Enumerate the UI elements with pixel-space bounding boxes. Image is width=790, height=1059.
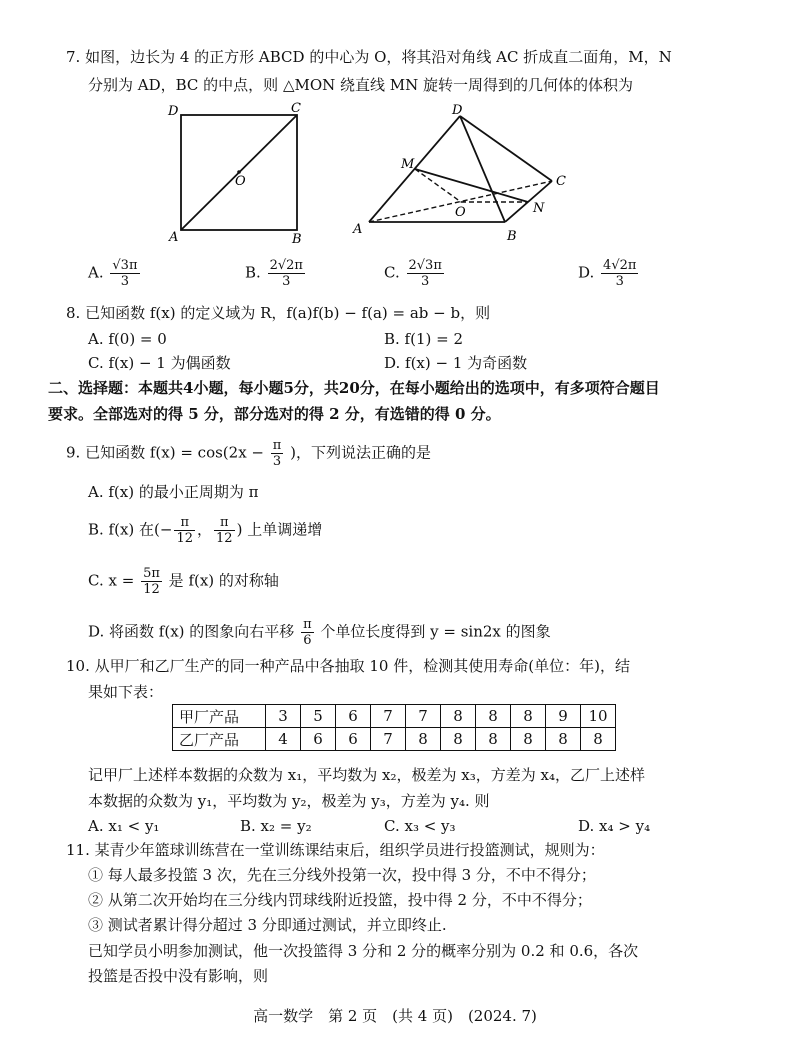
q10-option-c[interactable]: C. x₃ < y₃ <box>384 817 456 835</box>
q7-option-c-frac <box>407 258 444 289</box>
table-cell: 8 <box>441 728 476 751</box>
q11-stem-line5: 已知学员小明参加测试，他一次投篮得 3 分和 2 分的概率分别为 0.2 和 0.6，各次 <box>88 942 639 960</box>
q7-option-b-den: 3 <box>282 274 291 289</box>
table-cell: 8 <box>476 705 511 728</box>
q9-option-d-num: π <box>303 617 312 632</box>
table-cell: 8 <box>546 728 581 751</box>
fig2-label-M: M <box>401 157 415 172</box>
q9-stem <box>66 438 431 469</box>
q9-option-c[interactable] <box>88 566 279 597</box>
q8-option-b[interactable]: B. f(1) = 2 <box>384 330 464 348</box>
table-cell: 7 <box>406 705 441 728</box>
q7-option-a-num: √3π <box>112 258 138 273</box>
q7-stem-line2: 分别为 AD，BC 的中点，则 △MON 绕直线 MN 旋转一周得到的几何体的体积为 <box>88 76 634 94</box>
q7-option-c-num: 2√3π <box>408 258 442 273</box>
fig2-label-B: B <box>507 229 517 244</box>
q9-option-c-num: 5π <box>143 566 160 581</box>
q7-option-a-den: 3 <box>120 274 130 289</box>
table-cell: 4 <box>266 728 301 751</box>
q7-option-a-letter: A. <box>88 263 104 282</box>
q7-option-d-letter: D. <box>578 263 595 282</box>
q9-option-c-den: 12 <box>143 582 160 597</box>
table-cell: 6 <box>336 728 371 751</box>
table-cell: 9 <box>546 705 581 728</box>
fig1-label-O: O <box>235 174 246 189</box>
q7-figure-folded <box>345 100 580 250</box>
table-cell: 3 <box>266 705 301 728</box>
page-footer: 高一数学 第 2 页 (共 4 页) (2024. 7) <box>253 1007 537 1025</box>
table-cell: 7 <box>371 728 406 751</box>
fig1-label-C: C <box>291 101 301 116</box>
q9-option-b-frac1-num: π <box>174 515 195 531</box>
q7-option-d-frac <box>601 258 638 289</box>
q10-option-a[interactable]: A. x₁ < y₁ <box>88 817 160 835</box>
q9-option-d-post: 个单位长度得到 y = sin2x 的图象 <box>320 622 551 641</box>
table-cell: 8 <box>511 705 546 728</box>
fig2-label-N: N <box>533 201 545 216</box>
q9-stem-frac-num: π <box>272 438 282 453</box>
q7-option-b[interactable] <box>245 258 307 289</box>
q9-option-a[interactable]: A. f(x) 的最小正周期为 π <box>88 483 259 501</box>
q10-stem-line1: 10. 从甲厂和乙厂生产的同一种产品中各抽取 10 件，检测其使用寿命(单位：年)，结 <box>66 657 630 675</box>
q9-option-b-frac2-den: 12 <box>216 531 233 546</box>
q11-stem-line6: 投篮是否投中没有影响，则 <box>88 967 269 985</box>
section2-heading-line1: 二、选择题：本题共4小题，每小题5分，共20分，在每小题给出的选项中，有多项符合题目 <box>48 379 660 397</box>
q10-option-d[interactable]: D. x₄ > y₄ <box>578 817 651 835</box>
q9-stem-pre: 9. 已知函数 f(x) = cos(2x − <box>66 443 264 462</box>
q8-option-c[interactable]: C. f(x) − 1 为偶函数 <box>88 354 231 372</box>
fig2-label-O: O <box>455 205 466 220</box>
q10-after-line2: 本数据的众数为 y₁，平均数为 y₂，极差为 y₃，方差为 y₄. 则 <box>88 792 490 810</box>
q9-stem-post: )，下列说法正确的是 <box>290 443 431 462</box>
q9-option-b-frac1 <box>174 515 195 546</box>
table-cell: 7 <box>371 705 406 728</box>
section2-heading-line2: 要求。全部选对的得 5 分，部分选对的得 2 分，有选错的得 0 分。 <box>48 405 501 423</box>
q9-option-c-pre: C. x = <box>88 571 135 590</box>
fig1-label-A: A <box>169 230 179 245</box>
q7-option-b-letter: B. <box>245 263 261 282</box>
q7-figure-square <box>165 100 315 250</box>
q8-option-a[interactable]: A. f(0) = 0 <box>88 330 167 348</box>
table-cell: 8 <box>406 728 441 751</box>
table-cell: 8 <box>581 728 616 751</box>
q10-data-table <box>172 704 616 751</box>
q9-option-b-frac2-num: π <box>214 515 235 531</box>
q10-after-line1: 记甲厂上述样本数据的众数为 x₁，平均数为 x₂，极差为 x₃，方差为 x₄，乙厂上述样 <box>88 766 645 784</box>
table-cell: 10 <box>581 705 616 728</box>
q10-stem-line2: 果如下表： <box>88 683 164 701</box>
q9-option-b[interactable] <box>88 515 322 546</box>
table-row <box>173 705 616 728</box>
q9-option-d-frac <box>301 617 314 648</box>
q7-option-b-num: 2√2π <box>269 258 303 273</box>
q7-option-a[interactable] <box>88 258 142 289</box>
q11-rule-1: ① 每人最多投篮 3 次，先在三分线外投第一次，投中得 3 分，不中不得分； <box>88 866 596 884</box>
fig2-label-D: D <box>452 103 463 118</box>
q7-option-d-num: 4√2π <box>603 258 637 273</box>
q11-rule-3: ③ 测试者累计得分超过 3 分即通过测试，并立即终止. <box>88 916 447 934</box>
q7-stem-line1: 7. 如图，边长为 4 的正方形 ABCD 的中心为 O，将其沿对角线 AC 折成直二面角，M，N <box>66 48 672 66</box>
table-cell: 6 <box>336 705 371 728</box>
table-cell: 8 <box>511 728 546 751</box>
table-row <box>173 728 616 751</box>
table-row-label: 乙厂产品 <box>173 728 266 751</box>
q9-option-b-frac2 <box>214 515 235 546</box>
q9-option-b-post: ) 上单调递增 <box>236 520 323 539</box>
q9-option-b-frac1-den: 12 <box>176 531 194 546</box>
fig2-label-C: C <box>556 174 566 189</box>
table-cell: 5 <box>301 705 336 728</box>
q9-option-d-den: 6 <box>303 633 312 648</box>
q9-option-d[interactable] <box>88 617 551 648</box>
q10-option-b[interactable]: B. x₂ = y₂ <box>240 817 312 835</box>
q11-stem-line1: 11. 某青少年篮球训练营在一堂训练课结束后，组织学员进行投篮测试，规则为： <box>66 841 605 859</box>
q7-option-a-frac <box>110 258 139 289</box>
fig1-label-D: D <box>168 104 179 119</box>
q11-rule-2: ② 从第二次开始均在三分线内罚球线附近投篮，投中得 2 分，不中不得分； <box>88 891 592 909</box>
q9-stem-frac-den: 3 <box>272 454 282 469</box>
q9-option-c-frac <box>141 566 162 597</box>
table-cell: 6 <box>301 728 336 751</box>
table-row-label: 甲厂产品 <box>173 705 266 728</box>
fig2-label-A: A <box>353 222 363 237</box>
q8-option-d[interactable]: D. f(x) − 1 为奇函数 <box>384 354 528 372</box>
q9-option-b-pre: B. f(x) 在(− <box>88 520 173 539</box>
q9-option-d-pre: D. 将函数 f(x) 的图象向右平移 <box>88 622 295 641</box>
table-cell: 8 <box>441 705 476 728</box>
fig1-label-B: B <box>292 232 302 247</box>
q7-option-d-den: 3 <box>615 274 624 289</box>
q9-stem-frac <box>271 438 284 469</box>
q9-option-b-comma: ， <box>197 520 213 539</box>
q7-option-d[interactable] <box>578 258 640 289</box>
table-cell: 8 <box>476 728 511 751</box>
q7-option-c[interactable] <box>384 258 446 289</box>
q7-option-c-den: 3 <box>421 274 430 289</box>
q8-stem: 8. 已知函数 f(x) 的定义域为 R，f(a)f(b) − f(a) = ab − b，则 <box>66 304 491 322</box>
q7-option-c-letter: C. <box>384 263 400 282</box>
q7-option-b-frac <box>268 258 305 289</box>
q9-option-c-post: 是 f(x) 的对称轴 <box>168 571 279 590</box>
